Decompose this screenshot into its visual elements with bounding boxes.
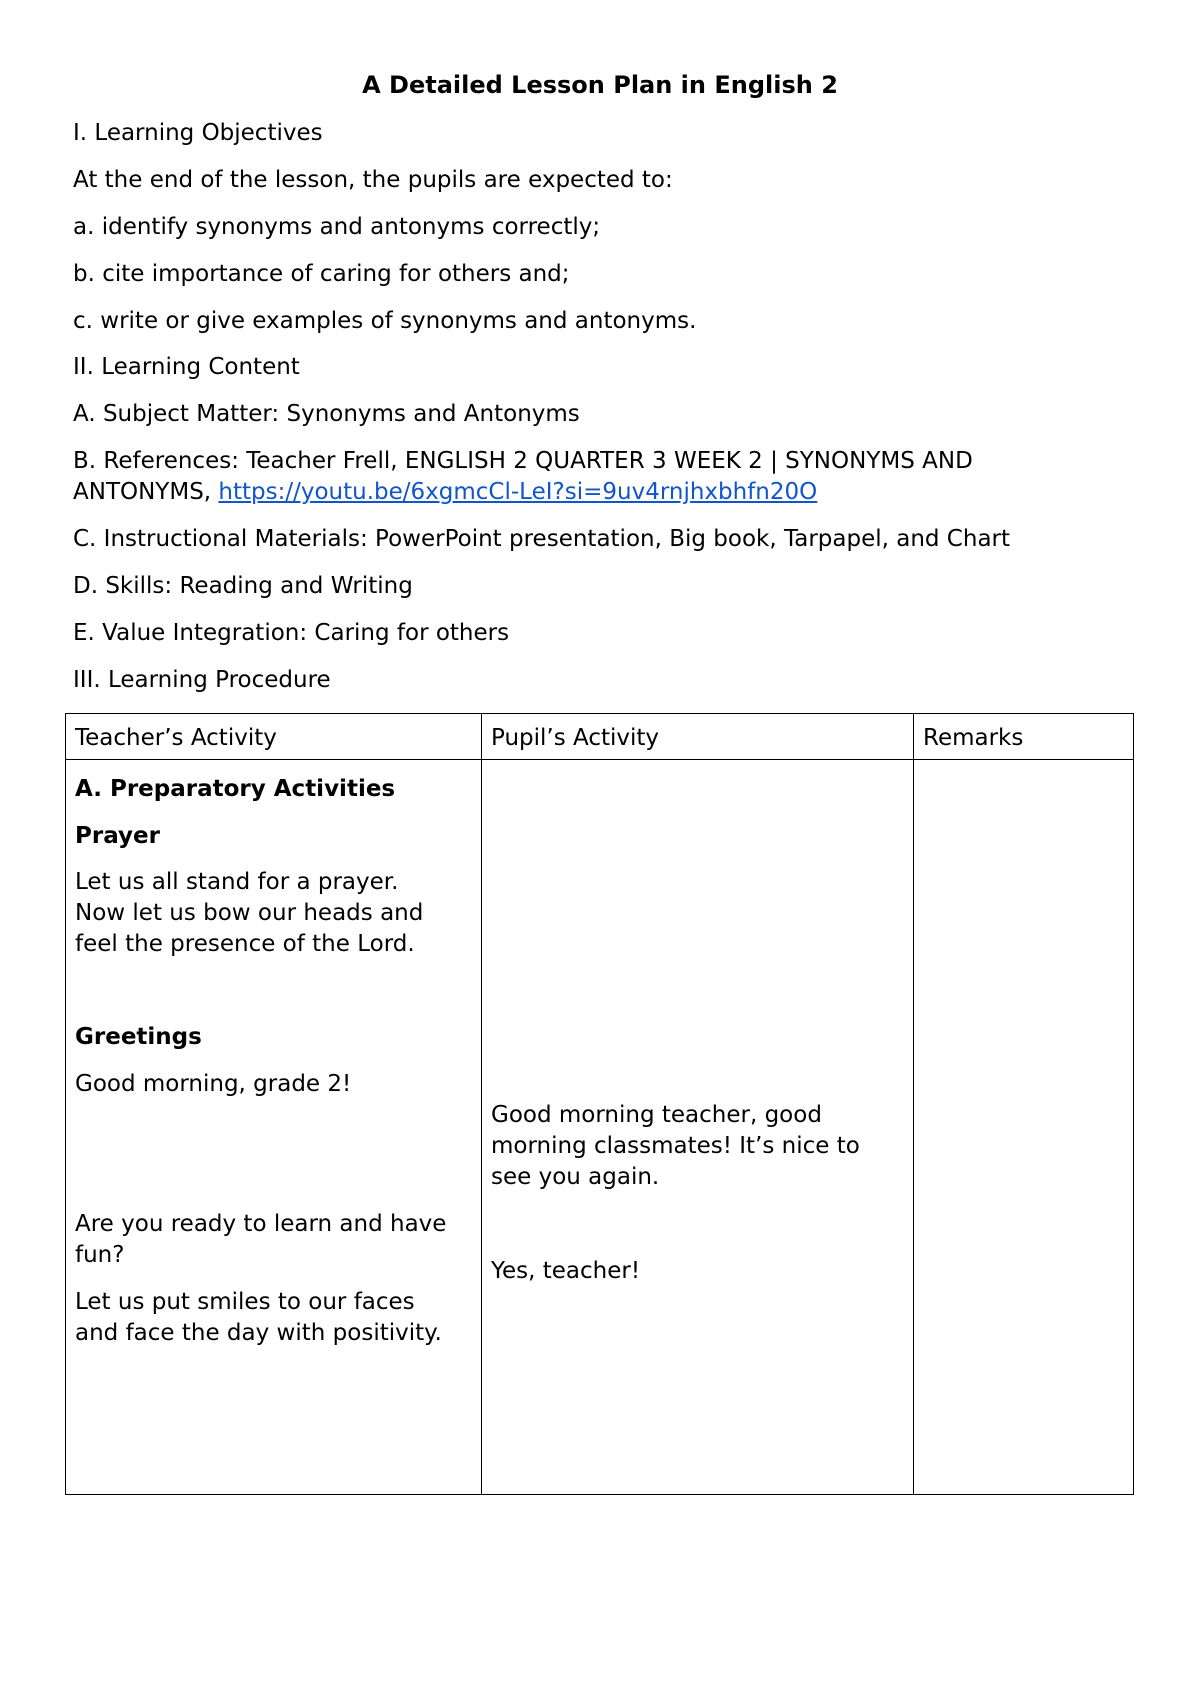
header-teacher-activity: Teacher’s Activity [66, 714, 482, 760]
smiles-text: Let us put smiles to our faces and face the day with positivity. [75, 1289, 442, 1346]
remarks-cell [914, 760, 1134, 1495]
prayer-heading: Prayer [75, 823, 160, 849]
content-heading: II. Learning Content [73, 354, 300, 380]
header-remarks: Remarks [914, 714, 1134, 760]
value-integration: E. Value Integration: Caring for others [73, 620, 510, 646]
procedure-heading: III. Learning Procedure [73, 667, 331, 693]
skills: D. Skills: Reading and Writing [73, 573, 413, 599]
references-link[interactable]: https://youtu.be/6xgmcCl-LeI?si=9uv4rnjhxbhfn20O [218, 479, 818, 505]
references-line-2 [73, 477, 817, 508]
references-line-1: B. References: Teacher Frell, ENGLISH 2 QUARTER 3 WEEK 2 | SYNONYMS AND [73, 448, 973, 474]
objective-b: b. cite importance of caring for others and; [73, 261, 570, 287]
objective-a: a. identify synonyms and antonyms correctly; [73, 214, 601, 240]
teacher-greeting: Good morning, grade 2! [75, 1071, 352, 1097]
teacher-activity-cell [66, 760, 482, 1495]
objective-c: c. write or give examples of synonyms and antonyms. [73, 308, 697, 334]
instructional-materials: C. Instructional Materials: PowerPoint presentation, Big book, Tarpapel, and Chart [73, 526, 1011, 552]
pupil-greeting: Good morning teacher, good morning classmates! It’s nice to see you again. [491, 1102, 860, 1190]
header-pupil-activity: Pupil’s Activity [482, 714, 914, 760]
learning-procedure-table [65, 713, 1134, 1495]
subject-matter: A. Subject Matter: Synonyms and Antonyms [73, 401, 580, 427]
preparatory-heading: A. Preparatory Activities [75, 776, 396, 802]
document-title: A Detailed Lesson Plan in English 2 [362, 71, 838, 99]
ready-question: Are you ready to learn and have fun? [75, 1211, 447, 1268]
pupil-yes-teacher: Yes, teacher! [491, 1258, 641, 1284]
prayer-text: Let us all stand for a prayer. Now let us bow our heads and feel the presence of the Lord. [75, 869, 424, 957]
objectives-intro: At the end of the lesson, the pupils are expected to: [73, 167, 673, 193]
table-row [66, 760, 1134, 1495]
objectives-heading: I. Learning Objectives [73, 120, 323, 146]
references-prefix: ANTONYMS, [73, 479, 219, 505]
greetings-heading: Greetings [75, 1024, 202, 1050]
pupil-activity-cell [482, 760, 914, 1495]
table-header-row [66, 714, 1134, 760]
